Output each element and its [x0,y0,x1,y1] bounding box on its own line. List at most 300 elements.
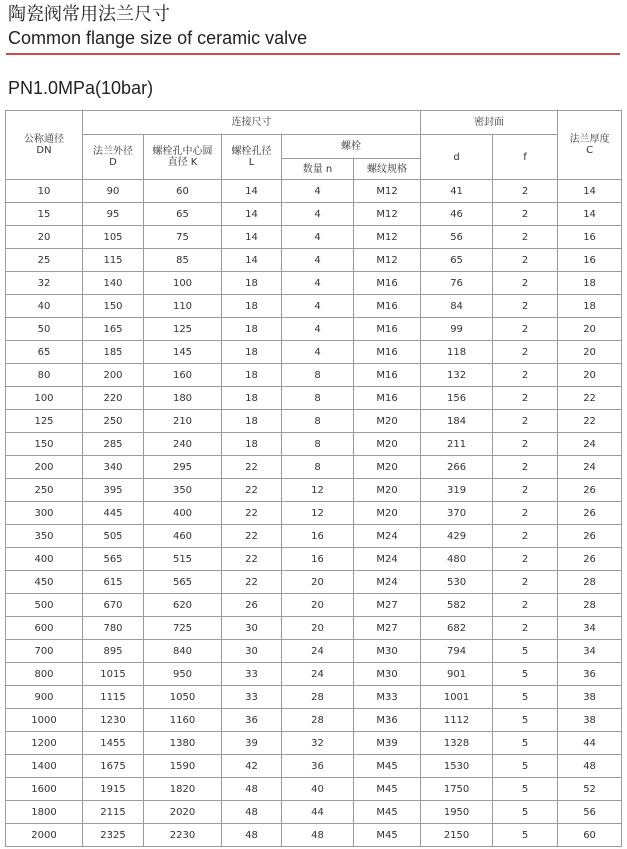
cell-bolt-circle: 85 [144,249,222,272]
cell-bolt-thread: M20 [354,456,421,479]
cell-thickness: 28 [558,594,622,617]
cell-bolt-qty: 44 [282,801,354,824]
cell-bolt-thread: M45 [354,801,421,824]
cell-bolt-hole: 48 [222,801,282,824]
table-row [6,295,622,318]
cell-bolt-circle: 295 [144,456,222,479]
cell-seal-f: 5 [493,778,558,801]
cell-flange-od: 140 [83,272,144,295]
cell-bolt-hole: 30 [222,617,282,640]
header-bolt-circle-line1: 螺栓孔中心圆 [152,146,213,157]
cell-seal-d: 266 [421,456,493,479]
cell-flange-od: 95 [83,203,144,226]
cell-bolt-circle: 100 [144,272,222,295]
cell-dn: 1800 [6,801,83,824]
table-row [6,272,622,295]
cell-flange-od: 115 [83,249,144,272]
cell-thickness: 34 [558,617,622,640]
table-row [6,525,622,548]
header-bolt-circle-diameter [144,135,222,180]
table-row [6,778,622,801]
cell-dn: 600 [6,617,83,640]
table-row [6,318,622,341]
cell-bolt-hole: 39 [222,732,282,755]
cell-bolt-thread: M20 [354,479,421,502]
cell-seal-d: 65 [421,249,493,272]
table-header-row [6,135,622,159]
table-row [6,617,622,640]
table-row [6,479,622,502]
cell-bolt-circle: 110 [144,295,222,318]
header-seal-group: 密封面 [421,111,558,135]
cell-seal-f: 2 [493,226,558,249]
table-row [6,755,622,778]
cell-seal-d: 1950 [421,801,493,824]
cell-thickness: 38 [558,709,622,732]
cell-seal-f: 2 [493,295,558,318]
cell-bolt-qty: 4 [282,226,354,249]
cell-bolt-hole: 22 [222,456,282,479]
cell-bolt-qty: 24 [282,640,354,663]
cell-bolt-qty: 16 [282,525,354,548]
cell-thickness: 38 [558,686,622,709]
cell-flange-od: 565 [83,548,144,571]
cell-seal-d: 118 [421,341,493,364]
cell-bolt-thread: M12 [354,180,421,203]
cell-dn: 500 [6,594,83,617]
cell-seal-f: 2 [493,617,558,640]
cell-bolt-qty: 4 [282,341,354,364]
table-row [6,571,622,594]
cell-bolt-circle: 460 [144,525,222,548]
cell-thickness: 24 [558,433,622,456]
cell-seal-f: 2 [493,249,558,272]
cell-dn: 25 [6,249,83,272]
table-row [6,249,622,272]
header-seal-f: f [493,135,558,180]
table-row [6,502,622,525]
cell-dn: 15 [6,203,83,226]
cell-dn: 1400 [6,755,83,778]
cell-seal-d: 530 [421,571,493,594]
cell-bolt-qty: 4 [282,272,354,295]
cell-dn: 300 [6,502,83,525]
cell-bolt-hole: 18 [222,364,282,387]
cell-flange-od: 2325 [83,824,144,847]
cell-bolt-hole: 22 [222,479,282,502]
cell-thickness: 44 [558,732,622,755]
cell-bolt-circle: 2020 [144,801,222,824]
cell-bolt-hole: 33 [222,686,282,709]
cell-seal-f: 5 [493,801,558,824]
cell-bolt-thread: M24 [354,571,421,594]
cell-bolt-circle: 1380 [144,732,222,755]
cell-seal-d: 1112 [421,709,493,732]
table-row [6,640,622,663]
cell-flange-od: 165 [83,318,144,341]
cell-seal-d: 184 [421,410,493,433]
cell-dn: 20 [6,226,83,249]
cell-dn: 32 [6,272,83,295]
table-row [6,456,622,479]
cell-thickness: 56 [558,801,622,824]
cell-flange-od: 895 [83,640,144,663]
table-header-row [6,111,622,135]
cell-bolt-hole: 42 [222,755,282,778]
cell-bolt-circle: 400 [144,502,222,525]
cell-dn: 1200 [6,732,83,755]
table-row [6,226,622,249]
table-row [6,663,622,686]
cell-seal-d: 1328 [421,732,493,755]
cell-bolt-thread: M27 [354,594,421,617]
cell-bolt-hole: 48 [222,778,282,801]
cell-flange-od: 1455 [83,732,144,755]
cell-dn: 800 [6,663,83,686]
cell-thickness: 14 [558,180,622,203]
cell-bolt-circle: 1820 [144,778,222,801]
cell-bolt-hole: 14 [222,180,282,203]
cell-bolt-qty: 4 [282,295,354,318]
cell-bolt-thread: M24 [354,525,421,548]
cell-bolt-hole: 18 [222,387,282,410]
cell-bolt-qty: 8 [282,410,354,433]
cell-bolt-circle: 145 [144,341,222,364]
cell-flange-od: 445 [83,502,144,525]
cell-bolt-qty: 36 [282,755,354,778]
cell-bolt-thread: M12 [354,203,421,226]
cell-thickness: 24 [558,456,622,479]
cell-bolt-hole: 18 [222,341,282,364]
cell-seal-d: 2150 [421,824,493,847]
cell-bolt-qty: 32 [282,732,354,755]
cell-seal-d: 76 [421,272,493,295]
cell-bolt-thread: M12 [354,226,421,249]
cell-seal-d: 41 [421,180,493,203]
cell-seal-d: 1750 [421,778,493,801]
cell-flange-od: 505 [83,525,144,548]
cell-bolt-circle: 350 [144,479,222,502]
cell-bolt-thread: M16 [354,295,421,318]
cell-seal-d: 794 [421,640,493,663]
cell-bolt-thread: M20 [354,502,421,525]
cell-bolt-circle: 515 [144,548,222,571]
cell-seal-f: 2 [493,364,558,387]
cell-dn: 40 [6,295,83,318]
cell-bolt-thread: M24 [354,548,421,571]
cell-bolt-circle: 125 [144,318,222,341]
cell-seal-f: 2 [493,341,558,364]
header-connection-group: 连接尺寸 [83,111,421,135]
cell-bolt-qty: 12 [282,502,354,525]
cell-seal-f: 5 [493,663,558,686]
cell-bolt-thread: M16 [354,364,421,387]
cell-bolt-thread: M20 [354,410,421,433]
cell-bolt-circle: 65 [144,203,222,226]
cell-bolt-qty: 48 [282,824,354,847]
cell-bolt-qty: 8 [282,364,354,387]
table-row [6,801,622,824]
cell-dn: 450 [6,571,83,594]
cell-bolt-hole: 18 [222,318,282,341]
table-row [6,203,622,226]
table-row [6,824,622,847]
cell-dn: 700 [6,640,83,663]
cell-bolt-thread: M39 [354,732,421,755]
cell-dn: 10 [6,180,83,203]
cell-bolt-qty: 4 [282,249,354,272]
header-flange-od-cn: 法兰外径 [93,146,133,157]
cell-thickness: 60 [558,824,622,847]
header-thickness-cn: 法兰厚度 [569,134,610,145]
table-row [6,433,622,456]
cell-bolt-hole: 14 [222,226,282,249]
table-row [6,709,622,732]
cell-seal-f: 2 [493,180,558,203]
cell-bolt-qty: 28 [282,686,354,709]
flange-size-table [5,110,622,847]
cell-bolt-hole: 14 [222,249,282,272]
cell-bolt-thread: M16 [354,341,421,364]
cell-bolt-thread: M45 [354,755,421,778]
cell-thickness: 52 [558,778,622,801]
header-bolt-hole-symbol: L [248,157,255,168]
cell-thickness: 26 [558,525,622,548]
cell-bolt-circle: 1590 [144,755,222,778]
cell-flange-od: 200 [83,364,144,387]
cell-flange-od: 1230 [83,709,144,732]
cell-seal-f: 5 [493,686,558,709]
cell-flange-od: 90 [83,180,144,203]
cell-bolt-hole: 36 [222,709,282,732]
cell-seal-d: 1001 [421,686,493,709]
cell-seal-f: 2 [493,433,558,456]
cell-bolt-hole: 22 [222,548,282,571]
cell-bolt-qty: 20 [282,617,354,640]
cell-flange-od: 1915 [83,778,144,801]
table-row [6,594,622,617]
cell-seal-d: 1530 [421,755,493,778]
cell-bolt-circle: 840 [144,640,222,663]
cell-bolt-hole: 48 [222,824,282,847]
page-title-chinese: 陶瓷阀常用法兰尺寸 [8,4,170,25]
table-row [6,341,622,364]
cell-bolt-thread: M30 [354,663,421,686]
cell-seal-d: 319 [421,479,493,502]
header-bolt-circle-line2: 直径 K [167,157,198,168]
cell-seal-f: 5 [493,732,558,755]
pressure-rating-heading: PN1.0MPa(10bar) [8,78,154,98]
cell-thickness: 36 [558,663,622,686]
cell-bolt-thread: M16 [354,272,421,295]
cell-bolt-qty: 12 [282,479,354,502]
cell-bolt-circle: 2230 [144,824,222,847]
cell-thickness: 20 [558,364,622,387]
title-divider [6,53,620,55]
cell-thickness: 48 [558,755,622,778]
cell-seal-f: 2 [493,410,558,433]
cell-dn: 150 [6,433,83,456]
cell-thickness: 16 [558,226,622,249]
cell-bolt-qty: 8 [282,456,354,479]
cell-bolt-hole: 18 [222,410,282,433]
cell-dn: 200 [6,456,83,479]
cell-bolt-circle: 240 [144,433,222,456]
table-body [6,180,622,847]
cell-dn: 1000 [6,709,83,732]
cell-thickness: 18 [558,295,622,318]
cell-bolt-thread: M16 [354,318,421,341]
cell-bolt-hole: 18 [222,295,282,318]
cell-seal-f: 5 [493,640,558,663]
page-title-english: Common flange size of ceramic valve [8,28,308,48]
cell-bolt-qty: 20 [282,571,354,594]
cell-bolt-circle: 210 [144,410,222,433]
header-dn-cn: 公称通径 [24,134,64,145]
cell-bolt-circle: 725 [144,617,222,640]
cell-bolt-circle: 565 [144,571,222,594]
cell-bolt-thread: M16 [354,387,421,410]
cell-thickness: 28 [558,571,622,594]
header-seal-d: d [421,135,493,180]
cell-flange-od: 670 [83,594,144,617]
cell-bolt-qty: 20 [282,594,354,617]
cell-bolt-circle: 1050 [144,686,222,709]
cell-thickness: 14 [558,203,622,226]
cell-bolt-thread: M20 [354,433,421,456]
cell-bolt-hole: 18 [222,272,282,295]
cell-bolt-hole: 22 [222,502,282,525]
cell-bolt-circle: 180 [144,387,222,410]
cell-thickness: 20 [558,341,622,364]
cell-bolt-circle: 60 [144,180,222,203]
cell-seal-d: 480 [421,548,493,571]
cell-dn: 1600 [6,778,83,801]
cell-flange-od: 1675 [83,755,144,778]
table-row [6,387,622,410]
cell-seal-f: 2 [493,203,558,226]
header-bolt-quantity: 数量 n [282,159,354,180]
cell-seal-d: 84 [421,295,493,318]
cell-bolt-thread: M36 [354,709,421,732]
cell-bolt-thread: M30 [354,640,421,663]
cell-bolt-qty: 24 [282,663,354,686]
cell-dn: 250 [6,479,83,502]
cell-flange-od: 220 [83,387,144,410]
cell-flange-od: 615 [83,571,144,594]
header-bolt-group: 螺栓 [282,135,421,159]
cell-bolt-thread: M45 [354,778,421,801]
cell-bolt-hole: 22 [222,525,282,548]
cell-dn: 2000 [6,824,83,847]
cell-seal-d: 56 [421,226,493,249]
cell-seal-f: 2 [493,456,558,479]
cell-dn: 900 [6,686,83,709]
cell-seal-f: 2 [493,594,558,617]
cell-dn: 50 [6,318,83,341]
header-bolt-thread: 螺纹规格 [354,159,421,180]
cell-seal-f: 2 [493,548,558,571]
cell-bolt-hole: 22 [222,571,282,594]
cell-flange-od: 780 [83,617,144,640]
cell-bolt-qty: 4 [282,203,354,226]
cell-seal-f: 5 [493,755,558,778]
cell-bolt-qty: 8 [282,433,354,456]
table-row [6,410,622,433]
cell-thickness: 34 [558,640,622,663]
cell-bolt-thread: M33 [354,686,421,709]
cell-seal-f: 2 [493,272,558,295]
cell-bolt-hole: 30 [222,640,282,663]
cell-bolt-thread: M12 [354,249,421,272]
header-flange-od-symbol: D [109,157,117,168]
cell-bolt-qty: 40 [282,778,354,801]
header-flange-outer-diameter [83,135,144,180]
cell-bolt-hole: 14 [222,203,282,226]
cell-flange-od: 105 [83,226,144,249]
cell-seal-d: 46 [421,203,493,226]
table-row [6,548,622,571]
cell-thickness: 20 [558,318,622,341]
cell-bolt-qty: 4 [282,180,354,203]
cell-thickness: 22 [558,410,622,433]
cell-seal-d: 370 [421,502,493,525]
table-row [6,732,622,755]
cell-bolt-qty: 8 [282,387,354,410]
cell-seal-d: 132 [421,364,493,387]
cell-thickness: 26 [558,479,622,502]
cell-bolt-qty: 4 [282,318,354,341]
cell-flange-od: 395 [83,479,144,502]
cell-bolt-hole: 18 [222,433,282,456]
cell-flange-od: 2115 [83,801,144,824]
cell-bolt-qty: 16 [282,548,354,571]
cell-thickness: 16 [558,249,622,272]
header-thickness-symbol: C [586,145,594,156]
cell-seal-f: 2 [493,525,558,548]
cell-bolt-circle: 75 [144,226,222,249]
cell-bolt-thread: M45 [354,824,421,847]
cell-seal-d: 682 [421,617,493,640]
cell-dn: 350 [6,525,83,548]
header-bolt-hole-cn: 螺栓孔径 [231,146,272,157]
cell-flange-od: 340 [83,456,144,479]
cell-dn: 80 [6,364,83,387]
cell-seal-f: 2 [493,479,558,502]
cell-seal-f: 2 [493,318,558,341]
table-row [6,364,622,387]
cell-thickness: 18 [558,272,622,295]
cell-thickness: 26 [558,502,622,525]
cell-dn: 400 [6,548,83,571]
cell-thickness: 22 [558,387,622,410]
cell-seal-d: 901 [421,663,493,686]
header-flange-thickness [558,111,622,180]
cell-bolt-qty: 28 [282,709,354,732]
cell-seal-d: 582 [421,594,493,617]
cell-flange-od: 250 [83,410,144,433]
cell-seal-f: 2 [493,387,558,410]
cell-bolt-circle: 160 [144,364,222,387]
cell-flange-od: 185 [83,341,144,364]
header-nominal-diameter [6,111,83,180]
cell-thickness: 26 [558,548,622,571]
table-row [6,180,622,203]
cell-seal-f: 2 [493,571,558,594]
cell-flange-od: 1115 [83,686,144,709]
table-row [6,686,622,709]
cell-bolt-circle: 620 [144,594,222,617]
